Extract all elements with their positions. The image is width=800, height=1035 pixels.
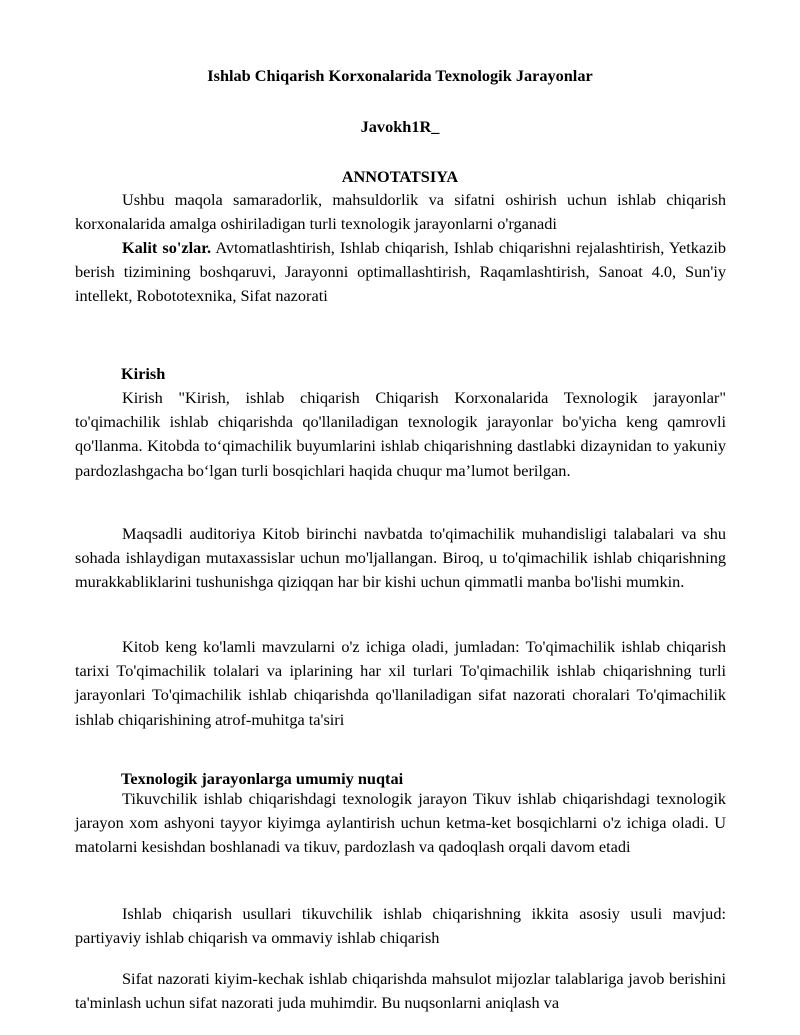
paragraph: Maqsadli auditoriya Kitob birinchi navbatda to'qimachilik muhandisligi talabalari va shu sohada ishlaydigan mutaxassislar uchun mo'ljallangan. Biroq, u to'qimachilik ishlab chiqarishning murakkabliklarini tushunishga qiziqqan har bir kishi uchun qimmatli manba bo'lishi mumkin. bbox=[75, 524, 726, 592]
abstract-heading: ANNOTATSIYA bbox=[341, 167, 459, 186]
keywords-text: Avtomatlashtirish, Ishlab chiqarish, Ishlab chiqarishni rejalashtirish, Yetkazib berish tizimining boshqaruvi, Jarayonni optimallashtirish, Raqamlashtirish, Sanoat 4.0, Sun'iy intellekt, Robototexnika, Sifat nazorati bbox=[75, 238, 726, 306]
section-heading-kirish: Kirish bbox=[121, 364, 166, 383]
keywords-paragraph bbox=[75, 236, 726, 309]
document-author: Javokh1R_ bbox=[360, 117, 440, 136]
paragraph: Ishlab chiqarish usullari tikuvchilik ishlab chiqarishning ikkita asosiy usuli mavjud: partiyaviy ishlab chiqarish va ommaviy ishlab chiqarish bbox=[75, 904, 726, 948]
paragraph: Tikuvchilik ishlab chiqarishdagi texnologik jarayon Tikuv ishlab chiqarishdagi texnologik jarayon xom ashyoni tayyor kiyimga aylantirish uchun ketma-ket bosqichlarni o'z ichiga oladi. U matolarni kesishdan boshlanadi va tikuv, pardozlash va qadoqlash orqali davom etadi bbox=[75, 789, 726, 857]
abstract-paragraph: Ushbu maqola samaradorlik, mahsuldorlik va sifatni oshirish uchun ishlab chiqarish korxonalarida amalga oshiriladigan turli texnologik jarayonlarni o'rganadi bbox=[75, 190, 726, 234]
keywords-label: Kalit so'zlar. bbox=[122, 238, 212, 257]
paragraph: Kirish "Kirish, ishlab chiqarish Chiqarish Korxonalarida Texnologik jarayonlar" to'qimachilik ishlab chiqarishda qo'llaniladigan texnologik jarayonlar bo'yicha keng qamrovli qo'llanma. Kitobda to‘qimachilik buyumlarini ishlab chiqarishning dastlabki dizaynidan to yakuniy pardozlashgacha bo‘lgan turli bosqichlari haqida chuqur ma’lumot berilgan. bbox=[75, 388, 726, 480]
section-heading-overview: Texnologik jarayonlarga umumiy nuqtai bbox=[121, 769, 404, 788]
paragraph: Kitob keng ko'lamli mavzularni o'z ichiga oladi, jumladan: To'qimachilik ishlab chiqarish tarixi To'qimachilik tolalari va iplarining har xil turlari To'qimachilik ishlab chiqarishning turli jarayonlari To'qimachilik ishlab chiqarishda qo'llaniladigan sifat nazorati choralari To'qimachilik ishlab chiqarishining atrof-muhitga ta'siri bbox=[75, 637, 726, 729]
document-title: Ishlab Chiqarish Korxonalarida Texnologik Jarayonlar bbox=[207, 66, 593, 85]
paragraph: Sifat nazorati kiyim-kechak ishlab chiqarishda mahsulot mijozlar talablariga javob berishini ta'minlash uchun sifat nazorati juda muhimdir. Bu nuqsonlarni aniqlash va bbox=[75, 969, 726, 1013]
